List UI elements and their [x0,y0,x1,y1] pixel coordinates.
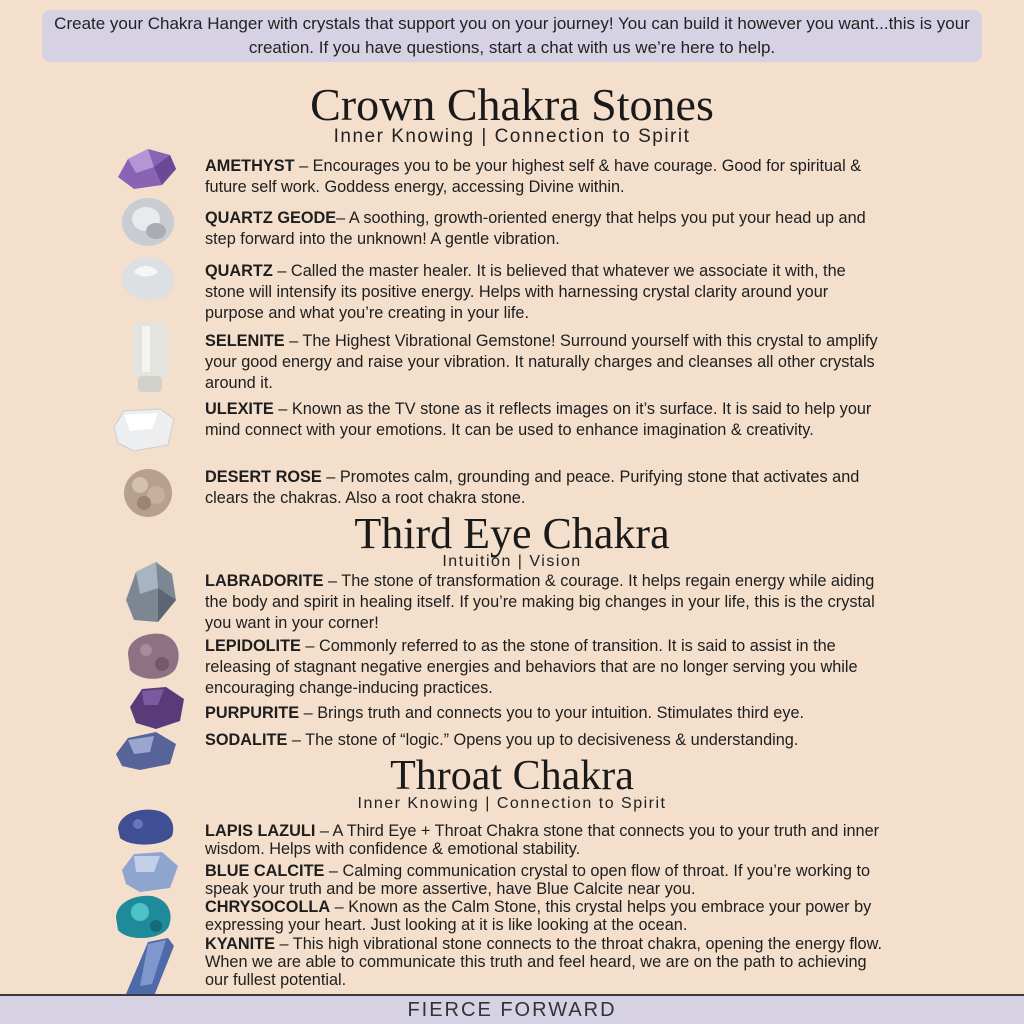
stone-description-purpurite: PURPURITE – Brings truth and connects you to your intuition. Stimulates third eye. [205,704,805,722]
stone-name-desert-rose: DESERT ROSE [205,468,322,486]
selenite-crystal-icon [124,318,188,394]
stone-description-selenite: SELENITE – The Highest Vibrational Gemstone! Surround yourself with this crystal to amplify your good energy and raise your vibration. It naturally charges and cleanses all other crystals around it. [205,332,878,392]
quartz-geode-crystal-icon [118,195,182,249]
lapis-lazuli-crystal-icon [114,806,178,848]
stone-description-blue-calcite: BLUE CALCITE – Calming communication crystal to open flow of throat. If you’re working to speak your truth and be more assertive, have Blue Calcite near you. [205,862,871,898]
stone-description-lapis-lazuli: LAPIS LAZULI – A Third Eye + Throat Chakra stone that connects you to your truth and inner wisdom. Helps with confidence & emotional stability. [205,822,880,858]
third-eye-chakra-title: Third Eye Chakra [354,509,670,558]
stone-name-selenite: SELENITE [205,332,285,350]
crown-chakra-subtitle: Inner Knowing | Connection to Spirit [333,126,691,147]
ulexite-crystal-icon [112,405,176,455]
throat-chakra-subtitle: Inner Knowing | Connection to Spirit [357,795,667,812]
crown-chakra-title: Crown Chakra Stones [310,79,714,130]
amethyst-crystal-icon [114,145,178,193]
stone-description-quartz: QUARTZ – Called the master healer. It is believed that whatever we associate it with, the stone will intensify its positive energy. Helps with harnessing crystal clarity around your purpose and what you’re creating in your life. [205,262,846,322]
stone-description-kyanite: KYANITE – This high vibrational stone connects to the throat chakra, opening the energy flow. When we are able to communicate this truth and feel heard, we are on the path to achieving our fullest potential. [205,935,882,989]
stone-name-amethyst: AMETHYST [205,157,295,175]
stone-name-lapis-lazuli: LAPIS LAZULI [205,822,316,840]
labradorite-crystal-icon [118,560,182,626]
stone-description-sodalite: SODALITE – The stone of “logic.” Opens you up to decisiveness & understanding. [205,731,799,749]
footer-brand: FIERCE FORWARD [0,996,1024,1024]
stone-description-chrysocolla: CHRYSOCOLLA – Known as the Calm Stone, this crystal helps you embrace your power by expressing your heart. Just looking at it is like looking at the ocean. [205,898,872,934]
stone-name-blue-calcite: BLUE CALCITE [205,862,325,880]
stone-description-ulexite: ULEXITE – Known as the TV stone as it reflects images on it’s surface. It is said to help your mind connect with your emotions. It can be used to enhance imagination & creativity. [205,400,872,439]
stone-description-lepidolite: LEPIDOLITE – Commonly referred to as the stone of transition. It is said to assist in the releasing of stagnant negative energies and behaviors that are no longer serving you while encouraging change-inducing practices. [205,637,858,697]
stone-name-chrysocolla: CHRYSOCOLLA [205,898,331,916]
stone-name-labradorite: LABRADORITE [205,572,324,590]
stone-description-desert-rose: DESERT ROSE – Promotes calm, grounding and peace. Purifying stone that activates and clears the chakras. Also a root chakra stone. [205,468,860,507]
quartz-crystal-icon [116,252,180,306]
purpurite-crystal-icon [126,685,190,731]
third-eye-chakra-subtitle: Intuition | Vision [442,553,582,570]
chrysocolla-crystal-icon [112,892,176,942]
stone-name-kyanite: KYANITE [205,935,275,953]
intro-banner: Create your Chakra Hanger with crystals that support you on your journey! You can build it however you want...this is your creation. If you have questions, start a chat with us we’re here to help. [42,10,982,62]
stone-name-lepidolite: LEPIDOLITE [205,637,301,655]
stone-name-purpurite: PURPURITE [205,704,300,722]
stone-description-amethyst: AMETHYST – Encourages you to be your highest self & have courage. Good for spiritual & future self work. Goddess energy, accessing Divine within. [205,157,862,196]
kyanite-crystal-icon [118,936,182,1002]
stone-name-ulexite: ULEXITE [205,400,274,418]
stone-name-sodalite: SODALITE [205,731,288,749]
stone-name-quartz-geode: QUARTZ GEODE [205,209,337,227]
stone-description-quartz-geode: QUARTZ GEODE– A soothing, growth-oriented energy that helps you put your head up and step forward into the unknown! A gentle vibration. [205,209,866,248]
blue-calcite-crystal-icon [118,850,182,894]
stone-description-labradorite: LABRADORITE – The stone of transformation & courage. It helps regain energy while aiding the body and spirit in healing itself. If you’re making big changes in your life, this is the crystal you want in your corner! [205,572,875,632]
stone-name-quartz: QUARTZ [205,262,273,280]
throat-chakra-title: Throat Chakra [390,753,634,799]
lepidolite-crystal-icon [122,630,186,684]
